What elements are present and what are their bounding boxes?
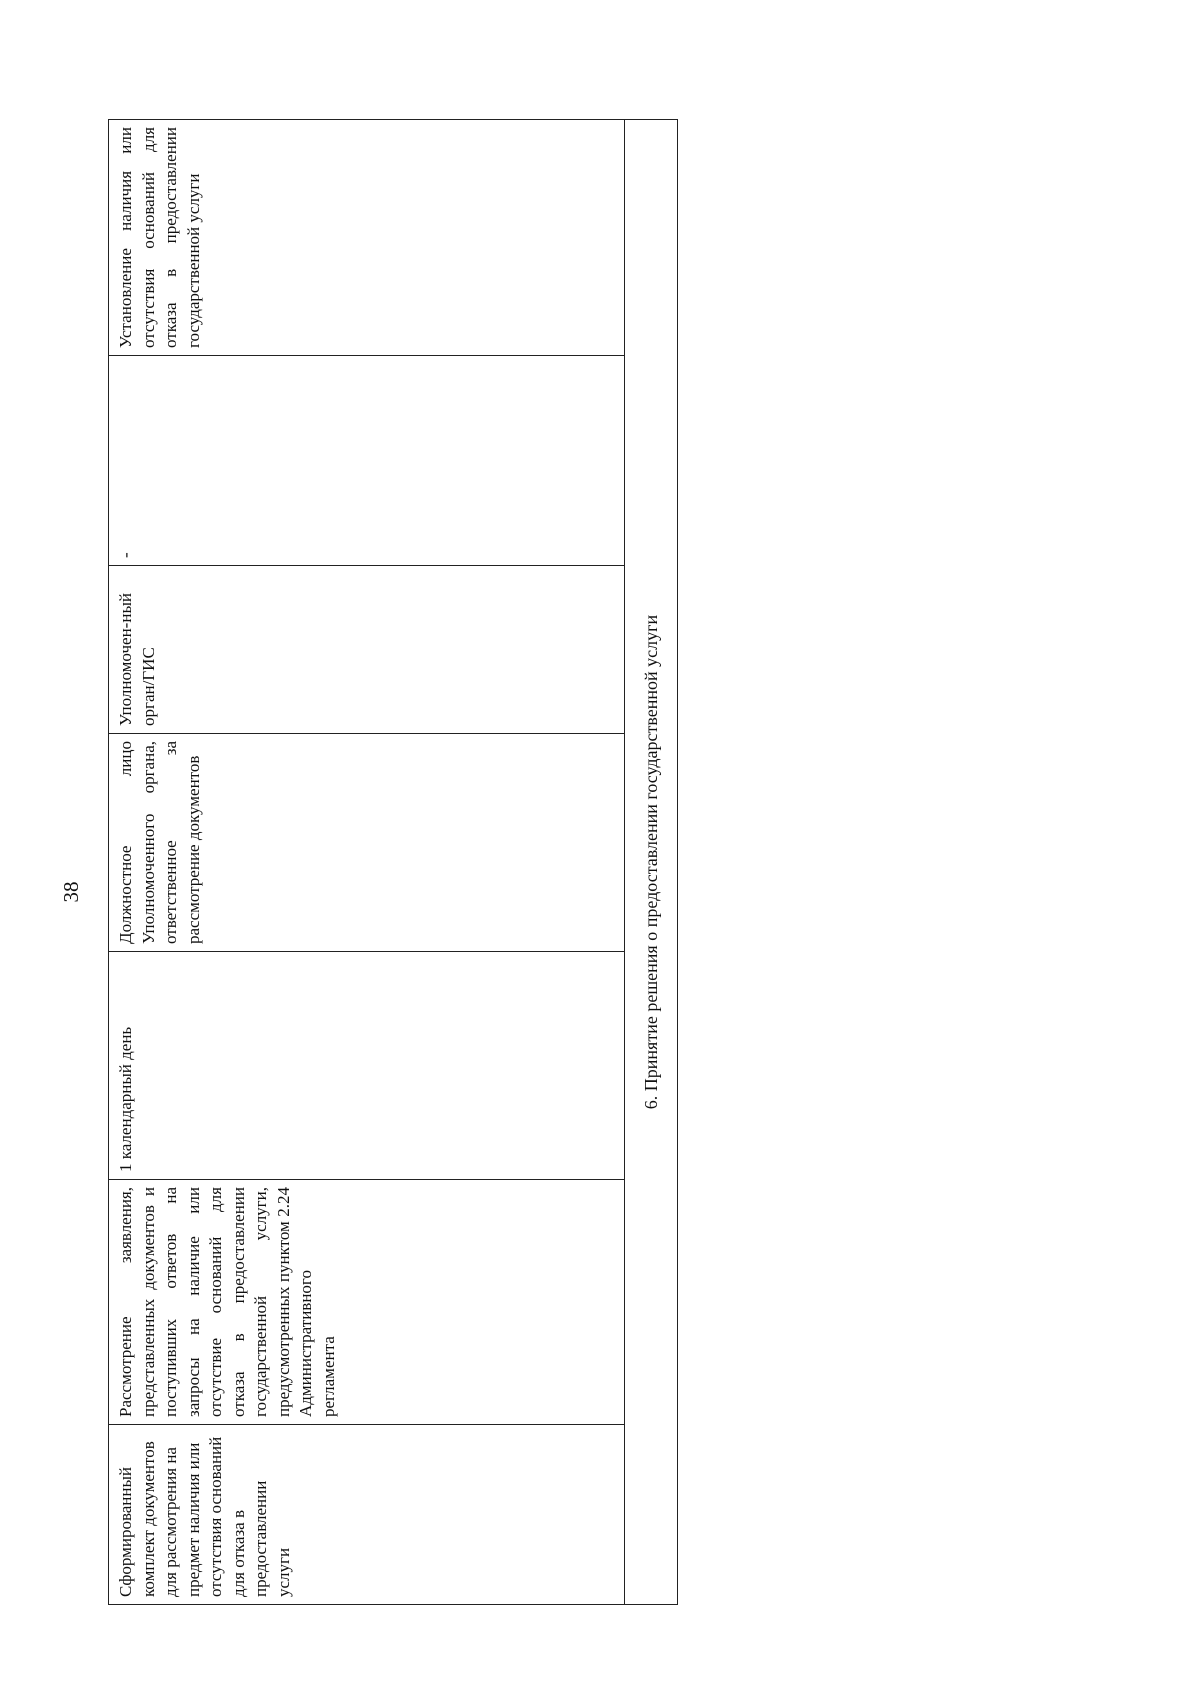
section-row	[624, 120, 677, 1605]
section-title	[624, 120, 677, 1605]
cell-responsible	[109, 734, 625, 952]
cell-basis	[109, 1425, 625, 1605]
cell-result-text: Установление наличия или отсутствия оснований для отказа в предоставлении государственной услуги	[116, 127, 203, 348]
cell-result	[109, 120, 625, 356]
section-title-text: 6. Принятие решения о предоставлении государственной услуги	[640, 614, 661, 1110]
cell-responsible-text: Должностное лицо Уполномоченного органа, ответственное за рассмотрение документов	[116, 741, 203, 944]
cell-duration-text: 1 календарный день	[116, 1026, 135, 1172]
cell-action	[109, 1180, 625, 1425]
cell-basis-text: Сформированный комплект документов для рассмотрения на предмет наличия или отсутствия оснований для отказа в предоставлении услуги	[116, 1436, 293, 1597]
cell-criteria-text: -	[116, 552, 135, 558]
procedure-table-rotated	[108, 120, 678, 1605]
table-row	[109, 120, 625, 1605]
procedure-table	[108, 119, 678, 1605]
page-number: 38	[59, 881, 83, 903]
cell-action-text: Рассмотрение заявления, представленных документов и поступивших ответов на запросы на наличие или отсутствие оснований для отказа в предоставлении государственной услуги, предусмотренных пунктом 2.24 Административного регламента	[116, 1187, 338, 1417]
cell-system-text: Уполномочен-ный орган/ГИС	[116, 593, 158, 726]
cell-duration	[109, 952, 625, 1180]
cell-criteria	[109, 356, 625, 566]
cell-system	[109, 566, 625, 734]
